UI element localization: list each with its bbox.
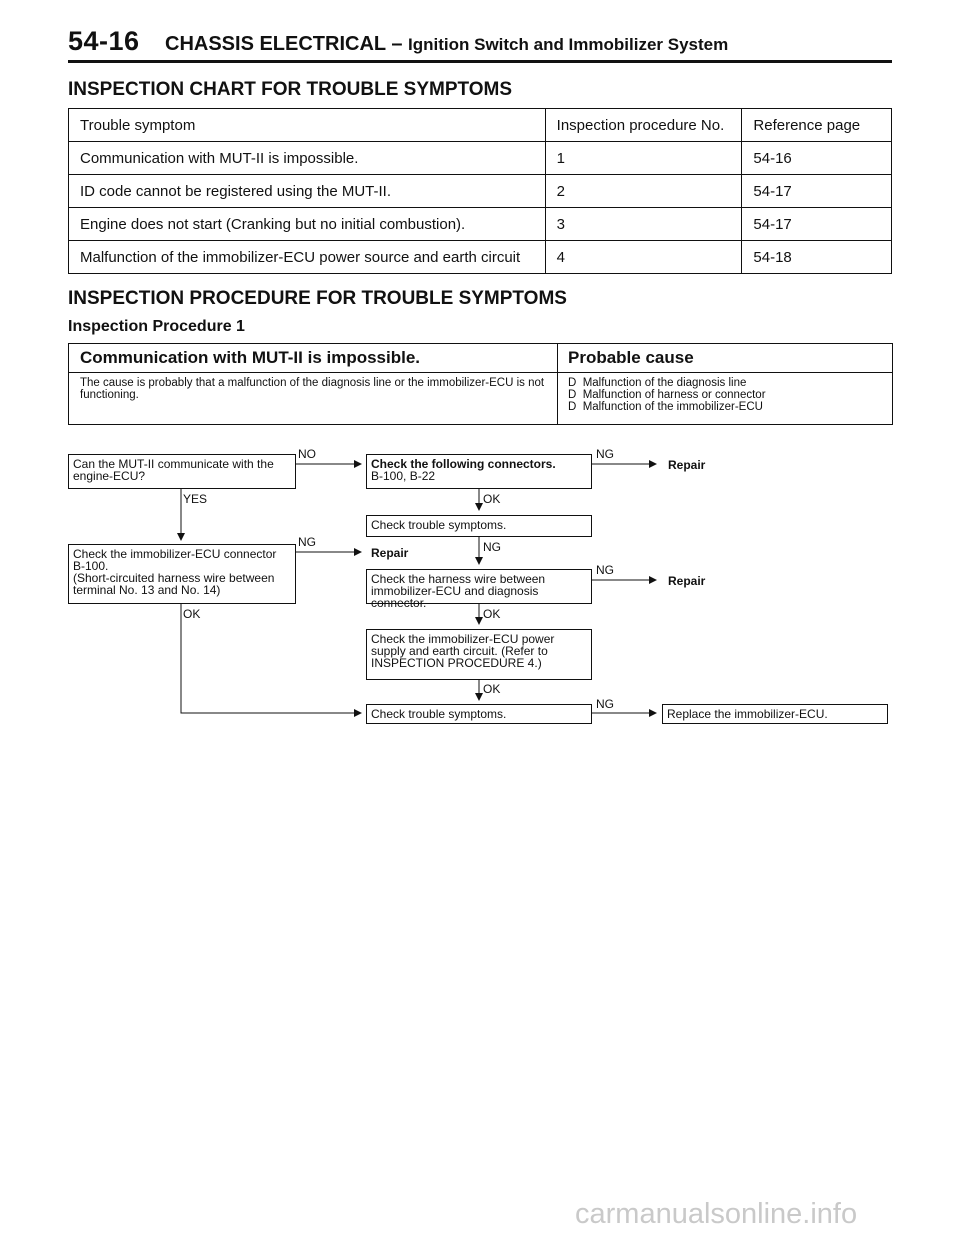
- watermark: carmanualsonline.info: [575, 1198, 858, 1230]
- symptom-cell: Communication with MUT-II is impossible.: [69, 142, 546, 175]
- label-ng: NG: [298, 535, 316, 549]
- check-symptoms-1: Check trouble symptoms.: [366, 515, 592, 537]
- repair-1: Repair: [668, 458, 706, 472]
- label-yes: YES: [183, 492, 208, 506]
- chart-heading: INSPECTION CHART FOR TROUBLE SYMPTOMS: [68, 79, 513, 100]
- cause-item: D Malfunction of the diagnosis line: [568, 377, 747, 389]
- col-header: Trouble symptom: [69, 109, 546, 142]
- label-ng: NG: [596, 697, 614, 711]
- procedure-subheading: Inspection Procedure 1: [68, 318, 245, 335]
- label-ng: NG: [596, 447, 614, 461]
- check-power-earth: Check the immobilizer-ECU power supply and earth circuit. (Refer to INSPECTION PROCEDURE 4.): [366, 629, 592, 680]
- procedure-description: The cause is probably that a malfunction of the diagnosis line or the immobilizer-ECU is not functioning.: [80, 377, 545, 401]
- page-cell: 54-18: [742, 241, 892, 274]
- procedure-cell: 3: [545, 208, 742, 241]
- bullet: D: [568, 377, 577, 389]
- bullet: D: [568, 401, 577, 413]
- cause-item: D Malfunction of the immobilizer-ECU: [568, 401, 763, 413]
- label-no: NO: [298, 447, 316, 461]
- col-header: Inspection procedure No.: [545, 109, 742, 142]
- question-mut-communication: Can the MUT-II communicate with the engine-ECU?: [68, 454, 296, 489]
- repair-3: Repair: [668, 574, 706, 588]
- page-number: 54-16: [68, 26, 140, 56]
- label-ok: OK: [483, 607, 501, 621]
- label-ng: NG: [483, 540, 501, 554]
- label-ok: OK: [483, 682, 501, 696]
- subsection-title: Ignition Switch and Immobilizer System: [408, 35, 729, 54]
- label-ok: OK: [483, 492, 501, 506]
- repair-2: Repair: [371, 546, 409, 560]
- symptom-cell: Engine does not start (Cranking but no initial combustion).: [69, 208, 546, 241]
- bullet: D: [568, 389, 577, 401]
- label-ok: OK: [183, 607, 201, 621]
- procedure-cell: 1: [545, 142, 742, 175]
- symptom-cell: Malfunction of the immobilizer-ECU power source and earth circuit: [69, 241, 546, 274]
- procedure-cell: 2: [545, 175, 742, 208]
- check-connectors-title: Check the following connectors.: [371, 457, 556, 471]
- connector-list: B-100, B-22: [371, 469, 436, 483]
- page-cell: 54-16: [742, 142, 892, 175]
- page-cell: 54-17: [742, 175, 892, 208]
- check-symptoms-2: Check trouble symptoms.: [366, 704, 592, 724]
- cause-item: D Malfunction of harness or connector: [568, 389, 766, 401]
- symptom-cell: ID code cannot be registered using the MUT-II.: [69, 175, 546, 208]
- page-cell: 54-17: [742, 208, 892, 241]
- replace-immobilizer-ecu: Replace the immobilizer-ECU.: [662, 704, 888, 724]
- check-harness-wire: Check the harness wire between immobilizer-ECU and diagnosis connector.: [366, 569, 592, 604]
- col-header: Reference page: [742, 109, 892, 142]
- procedure-cell: 4: [545, 241, 742, 274]
- check-immo-connector: Check the immobilizer-ECU connector B-100. (Short-circuited harness wire between terminal No. 13 and No. 14): [68, 544, 296, 604]
- label-ng: NG: [596, 563, 614, 577]
- procedure-box-title: Communication with MUT-II is impossible.: [80, 348, 421, 367]
- section-title: CHASSIS ELECTRICAL: [165, 33, 386, 55]
- procedure-heading: INSPECTION PROCEDURE FOR TROUBLE SYMPTOMS: [68, 288, 567, 309]
- title-dash: –: [385, 33, 409, 55]
- check-connectors-box: [366, 454, 592, 489]
- probable-cause-title: Probable cause: [568, 348, 694, 367]
